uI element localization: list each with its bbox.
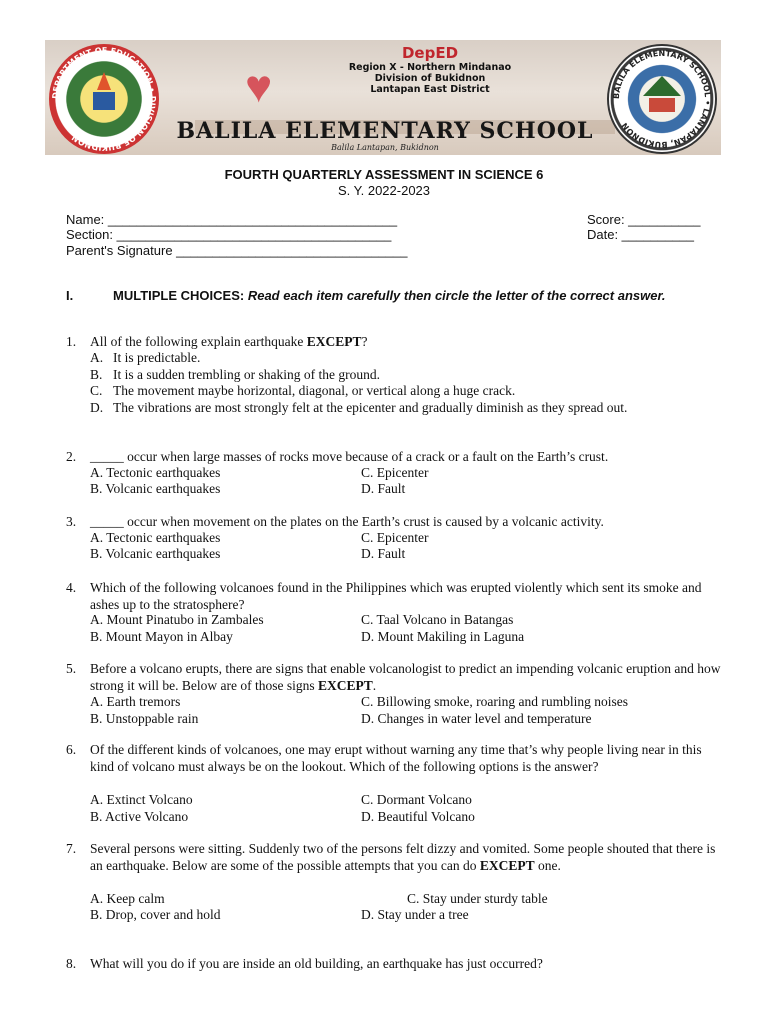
seal-left-icon: [49, 44, 159, 154]
score-field: Score: __________: [587, 212, 701, 227]
option-letter: B.: [90, 366, 103, 382]
section-number: I.: [66, 288, 74, 303]
question-3: [66, 514, 726, 531]
question-4: [66, 580, 726, 613]
question-text-end: one.: [534, 857, 561, 873]
option-b: B. Volcanic earthquakes: [90, 481, 221, 496]
option-c: C. Dormant Volcano: [361, 792, 472, 807]
option-b: B. Mount Mayon in Albay: [90, 629, 233, 644]
division-text: Division of Bukidnon: [374, 73, 486, 84]
option-a: A. Mount Pinatubo in Zambales: [90, 612, 264, 627]
option-b: B. Volcanic earthquakes: [90, 546, 221, 561]
option-b: B. Drop, cover and hold: [90, 907, 221, 922]
deped-division-seal: [49, 44, 159, 154]
question-text: Of the different kinds of volcanoes, one may erupt without warning any time that’s why people living near in this kind of volcano must always be on the lookout. Which of the following options is the answer?: [90, 742, 702, 774]
question-emphasis: EXCEPT: [306, 334, 362, 349]
option-a: [90, 350, 730, 367]
seal-right-text: BALILA ELEMENTARY SCHOOL • LANTAPAN, BUKIDNON: [611, 48, 713, 150]
question-8: [66, 956, 726, 973]
question-7: [66, 841, 726, 874]
option-d: D. Stay under a tree: [361, 907, 469, 922]
option-letter: C.: [90, 383, 103, 398]
question-text: _____ occur when large masses of rocks move because of a crack or a fault on the Earth’s crust.: [90, 449, 609, 464]
deped-header: [345, 44, 515, 95]
school-name: BALILA ELEMENTARY SCHOOL: [176, 118, 594, 144]
date-field: Date: __________: [587, 227, 694, 242]
question-5: [66, 661, 726, 694]
deped-logo: DepED: [401, 44, 459, 62]
option-a: A. Tectonic earthquakes: [90, 465, 221, 480]
option-text: It is a sudden trembling or shaking of the ground.: [113, 366, 380, 382]
question-2: [66, 449, 726, 466]
option-text: It is predictable.: [113, 350, 201, 365]
option-a: A. Earth tremors: [90, 694, 181, 709]
section-label: MULTIPLE CHOICES:: [113, 288, 245, 303]
question-text: _____ occur when movement on the plates on the Earth’s crust is caused by a volcanic activity.: [90, 514, 604, 529]
school-seal: [607, 44, 717, 154]
district-text: Lantapan East District: [370, 84, 490, 95]
option-a: A. Extinct Volcano: [90, 792, 193, 807]
question-text-end: ?: [361, 334, 368, 349]
option-text: The movement maybe horizontal, diagonal, or vertical along a huge crack.: [113, 383, 516, 398]
question-number: 6.: [66, 742, 77, 757]
question-text: Which of the following volcanoes found in the Philippines which was erupted violently which sent its smoke and ashes up to the stratosphere?: [90, 580, 702, 612]
option-d: D. Fault: [361, 481, 406, 496]
question-number: 7.: [66, 841, 77, 856]
question-emphasis: EXCEPT: [317, 677, 373, 693]
heart-icon: ♥: [245, 61, 273, 112]
option-c: C. Epicenter: [361, 530, 429, 545]
question-6: [66, 742, 726, 775]
question-text: All of the following explain earthquake: [90, 334, 307, 349]
option-c: C. Epicenter: [361, 465, 429, 480]
assessment-title: FOURTH QUARTERLY ASSESSMENT IN SCIENCE 6: [224, 167, 544, 182]
question-number: 3.: [66, 514, 77, 529]
school-address: Balila Lantapan, Bukidnon: [331, 143, 439, 152]
option-c: C. Billowing smoke, roaring and rumbling noises: [361, 694, 628, 709]
option-text: The vibrations are most strongly felt at the epicenter and gradually diminish as they spread out.: [113, 399, 628, 415]
option-d: [90, 400, 730, 417]
option-c: [90, 383, 730, 400]
section-instruction: [66, 288, 726, 304]
question-number: 5.: [66, 661, 77, 676]
name-field: Name: ________________________________________: [66, 212, 398, 227]
question-text-end: .: [372, 677, 377, 693]
option-letter: D.: [90, 399, 104, 415]
option-d: D. Fault: [361, 546, 406, 561]
question-text: What will you do if you are inside an old building, an earthquake has just occurred?: [90, 956, 543, 971]
question-emphasis: EXCEPT: [479, 857, 535, 873]
section-field: Section: ______________________________________: [66, 227, 392, 242]
question-number: 4.: [66, 580, 77, 595]
option-d: D. Beautiful Volcano: [361, 809, 475, 824]
option-b: B. Unstoppable rain: [90, 711, 199, 726]
seal-left-text: DEPARTMENT OF EDUCATION • DIVISION OF BUKIDNON: [50, 45, 158, 153]
option-letter: A.: [90, 350, 104, 365]
question-text: Before a volcano erupts, there are signs that enable volcanologist to predict an impending volcanic eruption and how strong it will be. Below are of those signs: [90, 661, 721, 693]
question-number: 2.: [66, 449, 77, 464]
school-banner: [45, 40, 721, 155]
seal-right-icon: [609, 46, 715, 152]
option-c: C. Taal Volcano in Batangas: [361, 612, 514, 627]
option-a: A. Tectonic earthquakes: [90, 530, 221, 545]
section-directions: Read each item carefully then circle the letter of the correct answer.: [247, 288, 666, 303]
question-number: 8.: [66, 956, 77, 971]
option-b: [90, 367, 730, 384]
option-b: B. Active Volcano: [90, 809, 189, 824]
question-text: Several persons were sitting. Suddenly two of the persons felt dizzy and vomited. Some people shouted that there is an earthquake. Below are some of the possible attempts that you can do: [90, 841, 716, 873]
school-year: S. Y. 2022-2023: [337, 183, 431, 198]
signature-field: Parent's Signature ________________________________: [66, 243, 408, 258]
question-1: [66, 334, 726, 351]
question-1-options: [90, 350, 730, 416]
question-number: 1.: [66, 334, 77, 349]
region-text: Region X - Northern Mindanao: [348, 62, 512, 73]
option-a: A. Keep calm: [90, 891, 165, 906]
option-c: C. Stay under sturdy table: [407, 891, 548, 906]
option-d: D. Changes in water level and temperature: [361, 711, 592, 726]
option-d: D. Mount Makiling in Laguna: [361, 629, 525, 644]
